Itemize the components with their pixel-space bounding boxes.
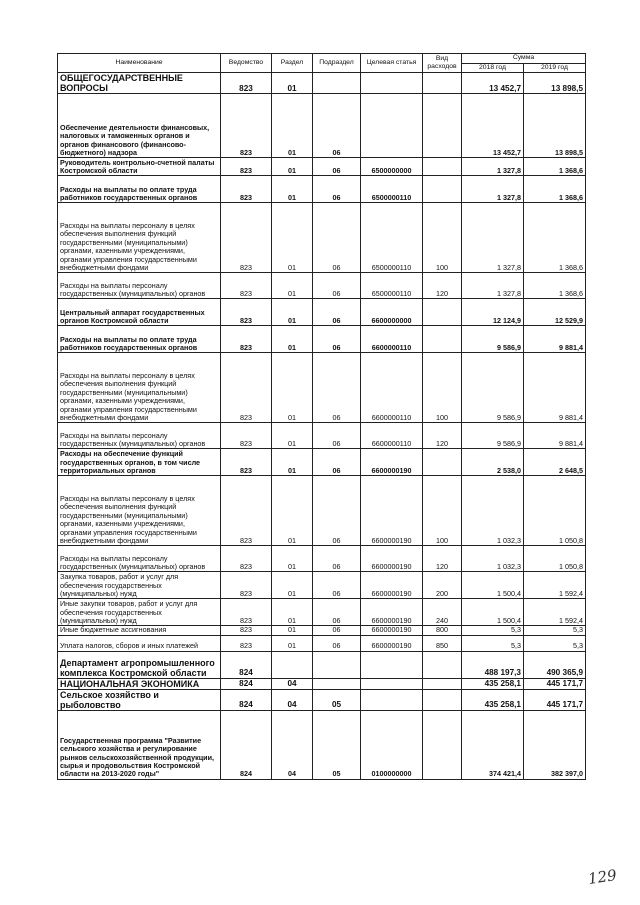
cell-s2019: 12 529,9 (524, 299, 586, 326)
cell-vr: 240 (423, 599, 462, 626)
cell-s2018: 2 538,0 (462, 449, 524, 476)
cell-sec: 01 (272, 73, 313, 94)
cell-vr: 100 (423, 476, 462, 546)
cell-s2019: 9 881,4 (524, 353, 586, 423)
cell-dept: 823 (221, 572, 272, 599)
cell-dept: 824 (221, 678, 272, 689)
cell-dept: 824 (221, 710, 272, 779)
cell-s2019: 1 368,6 (524, 203, 586, 273)
cell-name: Расходы на выплаты персоналу в целях обеспечения выполнения функций государственными (муниципальными) органами, казенными учреждениями, органами управления государственными внебюджетными фондами (58, 203, 221, 273)
cell-sec (272, 651, 313, 678)
table-row (58, 176, 586, 203)
cell-s2018: 1 327,8 (462, 203, 524, 273)
cell-sub: 06 (313, 94, 361, 158)
cell-sub: 05 (313, 710, 361, 779)
cell-sec: 01 (272, 423, 313, 449)
cell-dept: 823 (221, 299, 272, 326)
cell-target: 6500000110 (361, 273, 423, 299)
table-row (58, 476, 586, 546)
cell-dept: 823 (221, 423, 272, 449)
cell-sec: 01 (272, 326, 313, 353)
cell-vr (423, 651, 462, 678)
cell-vr (423, 299, 462, 326)
cell-target (361, 678, 423, 689)
cell-sub: 06 (313, 158, 361, 176)
cell-s2019: 9 881,4 (524, 326, 586, 353)
cell-sec: 01 (272, 353, 313, 423)
header-target: Целевая статья (361, 54, 423, 73)
cell-s2018: 1 327,8 (462, 158, 524, 176)
cell-s2018: 5,3 (462, 635, 524, 651)
cell-target: 6500000110 (361, 176, 423, 203)
table-row (58, 635, 586, 651)
cell-s2019: 382 397,0 (524, 710, 586, 779)
cell-sec: 01 (272, 176, 313, 203)
cell-dept: 823 (221, 203, 272, 273)
table-row (58, 423, 586, 449)
cell-s2018: 1 500,4 (462, 599, 524, 626)
cell-sec: 01 (272, 158, 313, 176)
cell-target (361, 651, 423, 678)
cell-target: 6600000110 (361, 326, 423, 353)
cell-name: Иные бюджетные ассигнования (58, 626, 221, 635)
table-row (58, 203, 586, 273)
cell-sec: 01 (272, 476, 313, 546)
cell-s2018: 435 258,1 (462, 678, 524, 689)
cell-s2018: 1 327,8 (462, 176, 524, 203)
cell-target: 6500000000 (361, 158, 423, 176)
cell-name: Расходы на выплаты персоналу государственных (муниципальных) органов (58, 546, 221, 572)
cell-sec: 04 (272, 710, 313, 779)
cell-sub: 06 (313, 353, 361, 423)
cell-name: Расходы на выплаты по оплате труда работников государственных органов (58, 176, 221, 203)
cell-sub: 06 (313, 635, 361, 651)
table-row (58, 299, 586, 326)
table-row (58, 353, 586, 423)
cell-name: Центральный аппарат государственных органов Костромской области (58, 299, 221, 326)
cell-s2019: 13 898,5 (524, 94, 586, 158)
cell-name: Иные закупки товаров, работ и услуг для обеспечения государственных (муниципальных) нужд (58, 599, 221, 626)
cell-s2018: 9 586,9 (462, 423, 524, 449)
cell-vr: 200 (423, 572, 462, 599)
cell-s2019: 5,3 (524, 626, 586, 635)
cell-s2019: 1 368,6 (524, 176, 586, 203)
cell-sub: 06 (313, 176, 361, 203)
cell-name: Сельское хозяйство и рыболовство (58, 689, 221, 710)
cell-vr: 100 (423, 353, 462, 423)
cell-target: 6600000190 (361, 572, 423, 599)
cell-name: Расходы на выплаты персоналу в целях обеспечения выполнения функций государственными (муниципальными) органами, казенными учреждениями, органами управления государственными внебюджетными фондами (58, 476, 221, 546)
cell-vr: 120 (423, 273, 462, 299)
cell-vr: 120 (423, 423, 462, 449)
table-row (58, 546, 586, 572)
cell-sec: 01 (272, 94, 313, 158)
table-row (58, 273, 586, 299)
table-row (58, 710, 586, 779)
header-dept: Ведомство (221, 54, 272, 73)
cell-dept: 823 (221, 158, 272, 176)
cell-name: Расходы на выплаты персоналу государственных (муниципальных) органов (58, 423, 221, 449)
cell-sec: 01 (272, 626, 313, 635)
cell-target: 6600000190 (361, 635, 423, 651)
cell-sub: 06 (313, 449, 361, 476)
table-row (58, 599, 586, 626)
cell-sub: 06 (313, 476, 361, 546)
cell-target: 0100000000 (361, 710, 423, 779)
cell-vr (423, 678, 462, 689)
cell-target (361, 689, 423, 710)
cell-target: 6600000110 (361, 423, 423, 449)
cell-s2018: 13 452,7 (462, 73, 524, 94)
table-row (58, 572, 586, 599)
cell-sec: 01 (272, 599, 313, 626)
cell-dept: 824 (221, 689, 272, 710)
cell-s2018: 488 197,3 (462, 651, 524, 678)
cell-s2019: 1 050,8 (524, 546, 586, 572)
table-row (58, 449, 586, 476)
table-row (58, 678, 586, 689)
cell-name: Государственная программа "Развитие сельского хозяйства и регулирование рынков сельскохозяйственной продукции, сырья и продовольствия Костромской области на 2013-2020 годы" (58, 710, 221, 779)
cell-vr (423, 94, 462, 158)
header-2018: 2018 год (462, 64, 524, 73)
cell-s2018: 374 421,4 (462, 710, 524, 779)
cell-s2018: 13 452,7 (462, 94, 524, 158)
cell-dept: 823 (221, 326, 272, 353)
cell-s2019: 445 171,7 (524, 689, 586, 710)
header-2019: 2019 год (524, 64, 586, 73)
header-subsection: Подраздел (313, 54, 361, 73)
cell-dept: 823 (221, 546, 272, 572)
cell-vr: 800 (423, 626, 462, 635)
cell-s2018: 5,3 (462, 626, 524, 635)
cell-dept: 823 (221, 476, 272, 546)
cell-s2018: 1 500,4 (462, 572, 524, 599)
cell-dept: 823 (221, 73, 272, 94)
cell-name: Уплата налогов, сборов и иных платежей (58, 635, 221, 651)
table-row (58, 326, 586, 353)
cell-sub: 06 (313, 626, 361, 635)
cell-target: 6600000190 (361, 546, 423, 572)
cell-s2019: 1 368,6 (524, 273, 586, 299)
cell-s2018: 9 586,9 (462, 326, 524, 353)
cell-s2019: 490 365,9 (524, 651, 586, 678)
cell-s2018: 435 258,1 (462, 689, 524, 710)
cell-dept: 823 (221, 94, 272, 158)
cell-vr (423, 449, 462, 476)
cell-vr: 850 (423, 635, 462, 651)
cell-dept: 823 (221, 635, 272, 651)
table-row (58, 73, 586, 94)
header-expense-type: Вид расходов (423, 54, 462, 73)
header-section: Раздел (272, 54, 313, 73)
cell-sub: 05 (313, 689, 361, 710)
cell-target: 6600000000 (361, 299, 423, 326)
cell-s2018: 12 124,9 (462, 299, 524, 326)
cell-sub: 06 (313, 299, 361, 326)
cell-sub (313, 73, 361, 94)
cell-name: Расходы на выплаты по оплате труда работников государственных органов (58, 326, 221, 353)
cell-sec: 01 (272, 203, 313, 273)
header-sum: Сумма (462, 54, 586, 64)
table-row (58, 689, 586, 710)
cell-vr (423, 689, 462, 710)
cell-vr (423, 176, 462, 203)
cell-target: 6600000190 (361, 599, 423, 626)
cell-s2018: 9 586,9 (462, 353, 524, 423)
cell-dept: 823 (221, 273, 272, 299)
cell-sub (313, 651, 361, 678)
table-row (58, 651, 586, 678)
cell-name: ОБЩЕГОСУДАРСТВЕННЫЕ ВОПРОСЫ (58, 73, 221, 94)
cell-s2019: 1 592,4 (524, 599, 586, 626)
cell-s2019: 5,3 (524, 635, 586, 651)
cell-sec: 01 (272, 572, 313, 599)
cell-vr: 120 (423, 546, 462, 572)
cell-vr (423, 158, 462, 176)
page-number: 129 (586, 866, 618, 888)
cell-sec: 01 (272, 273, 313, 299)
cell-sec: 01 (272, 299, 313, 326)
cell-sub: 06 (313, 273, 361, 299)
table-row (58, 158, 586, 176)
cell-sub (313, 678, 361, 689)
cell-target: 6600000190 (361, 449, 423, 476)
cell-sec: 01 (272, 449, 313, 476)
cell-dept: 824 (221, 651, 272, 678)
cell-s2019: 1 592,4 (524, 572, 586, 599)
cell-name: Департамент агропромышленного комплекса Костромской области (58, 651, 221, 678)
cell-vr (423, 710, 462, 779)
table-row (58, 94, 586, 158)
header-name: Наименование (58, 54, 221, 73)
cell-s2019: 13 898,5 (524, 73, 586, 94)
cell-s2019: 1 050,8 (524, 476, 586, 546)
cell-name: Расходы на выплаты персоналу в целях обеспечения выполнения функций государственными (муниципальными) органами, казенными учреждениями, органами управления государственными внебюджетными фондами (58, 353, 221, 423)
cell-sec: 01 (272, 546, 313, 572)
cell-sub: 06 (313, 203, 361, 273)
cell-name: НАЦИОНАЛЬНАЯ ЭКОНОМИКА (58, 678, 221, 689)
cell-name: Обеспечение деятельности финансовых, налоговых и таможенных органов и органов финансового (финансово-бюджетного) надзора (58, 94, 221, 158)
cell-sub: 06 (313, 326, 361, 353)
cell-vr: 100 (423, 203, 462, 273)
cell-target: 6600000190 (361, 476, 423, 546)
cell-s2018: 1 032,3 (462, 546, 524, 572)
cell-dept: 823 (221, 353, 272, 423)
cell-s2019: 9 881,4 (524, 423, 586, 449)
cell-sub: 06 (313, 546, 361, 572)
cell-sub: 06 (313, 572, 361, 599)
cell-target (361, 73, 423, 94)
cell-dept: 823 (221, 176, 272, 203)
cell-dept: 823 (221, 626, 272, 635)
cell-name: Расходы на выплаты персоналу государственных (муниципальных) органов (58, 273, 221, 299)
cell-s2019: 1 368,6 (524, 158, 586, 176)
cell-sub: 06 (313, 423, 361, 449)
cell-s2018: 1 327,8 (462, 273, 524, 299)
cell-sec: 01 (272, 635, 313, 651)
cell-sec: 04 (272, 678, 313, 689)
cell-s2019: 445 171,7 (524, 678, 586, 689)
cell-vr (423, 326, 462, 353)
cell-name: Расходы на обеспечение функций государственных органов, в том числе территориальных органов (58, 449, 221, 476)
cell-dept: 823 (221, 449, 272, 476)
table-row (58, 626, 586, 635)
cell-s2019: 2 648,5 (524, 449, 586, 476)
cell-target: 6600000190 (361, 626, 423, 635)
cell-target (361, 94, 423, 158)
cell-target: 6600000110 (361, 353, 423, 423)
cell-name: Руководитель контрольно-счетной палаты Костромской области (58, 158, 221, 176)
cell-target: 6500000110 (361, 203, 423, 273)
cell-sec: 04 (272, 689, 313, 710)
budget-table (57, 53, 586, 780)
cell-sub: 06 (313, 599, 361, 626)
cell-name: Закупка товаров, работ и услуг для обеспечения государственных (муниципальных) нужд (58, 572, 221, 599)
cell-dept: 823 (221, 599, 272, 626)
cell-s2018: 1 032,3 (462, 476, 524, 546)
cell-vr (423, 73, 462, 94)
